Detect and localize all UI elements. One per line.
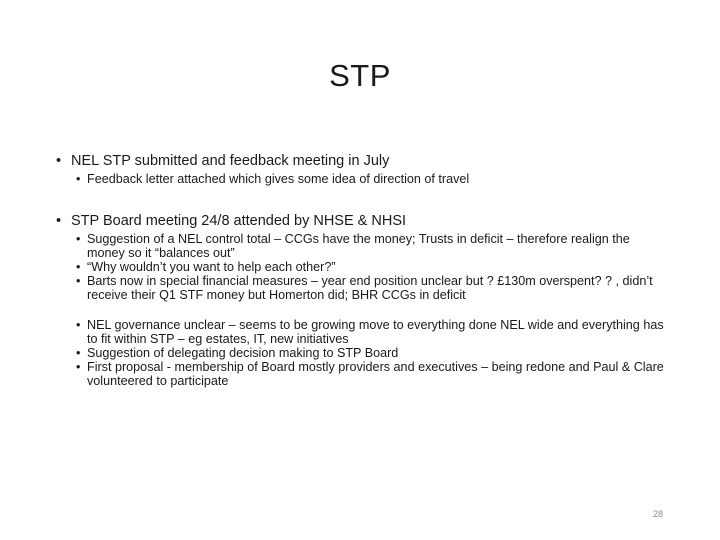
sub-bullet-nel-governance: • NEL governance unclear – seems to be growing move to everything done NEL wide and everything has to fit within STP – eg estates, IT, new initiatives [56,318,666,346]
sub-bullet-first-proposal: • First proposal - membership of Board mostly providers and executives – being redone and Paul & Clare volunteered to participate [56,360,666,388]
slide-content [56,152,666,388]
page-number: 28 [652,509,663,519]
bullet-nel-stp: • NEL STP submitted and feedback meeting in July [56,152,666,170]
sub-list-1 [56,172,666,186]
sub-bullet-control-total: • Suggestion of a NEL control total – CCGs have the money; Trusts in deficit – therefore realign the money so it “balances out” [56,232,666,260]
sub-bullet-barts-measures: • Barts now in special financial measures – year end position unclear but ? £130m overspent? ? , didn’t receive their Q1 STF money but Homerton did; BHR CCGs in deficit [56,274,666,302]
sub-bullet-delegating-decisions: • Suggestion of delegating decision making to STP Board [56,346,666,360]
bullet-stp-board-meeting: • STP Board meeting 24/8 attended by NHSE & NHSI [56,212,666,230]
sub-list-2b [56,318,666,388]
sub-list-2a [56,232,666,302]
sub-bullet-help-each-other: • “Why wouldn’t you want to help each other?” [56,260,666,274]
slide-title: STP [329,58,391,93]
sub-bullet-feedback-letter: • Feedback letter attached which gives some idea of direction of travel [56,172,666,186]
